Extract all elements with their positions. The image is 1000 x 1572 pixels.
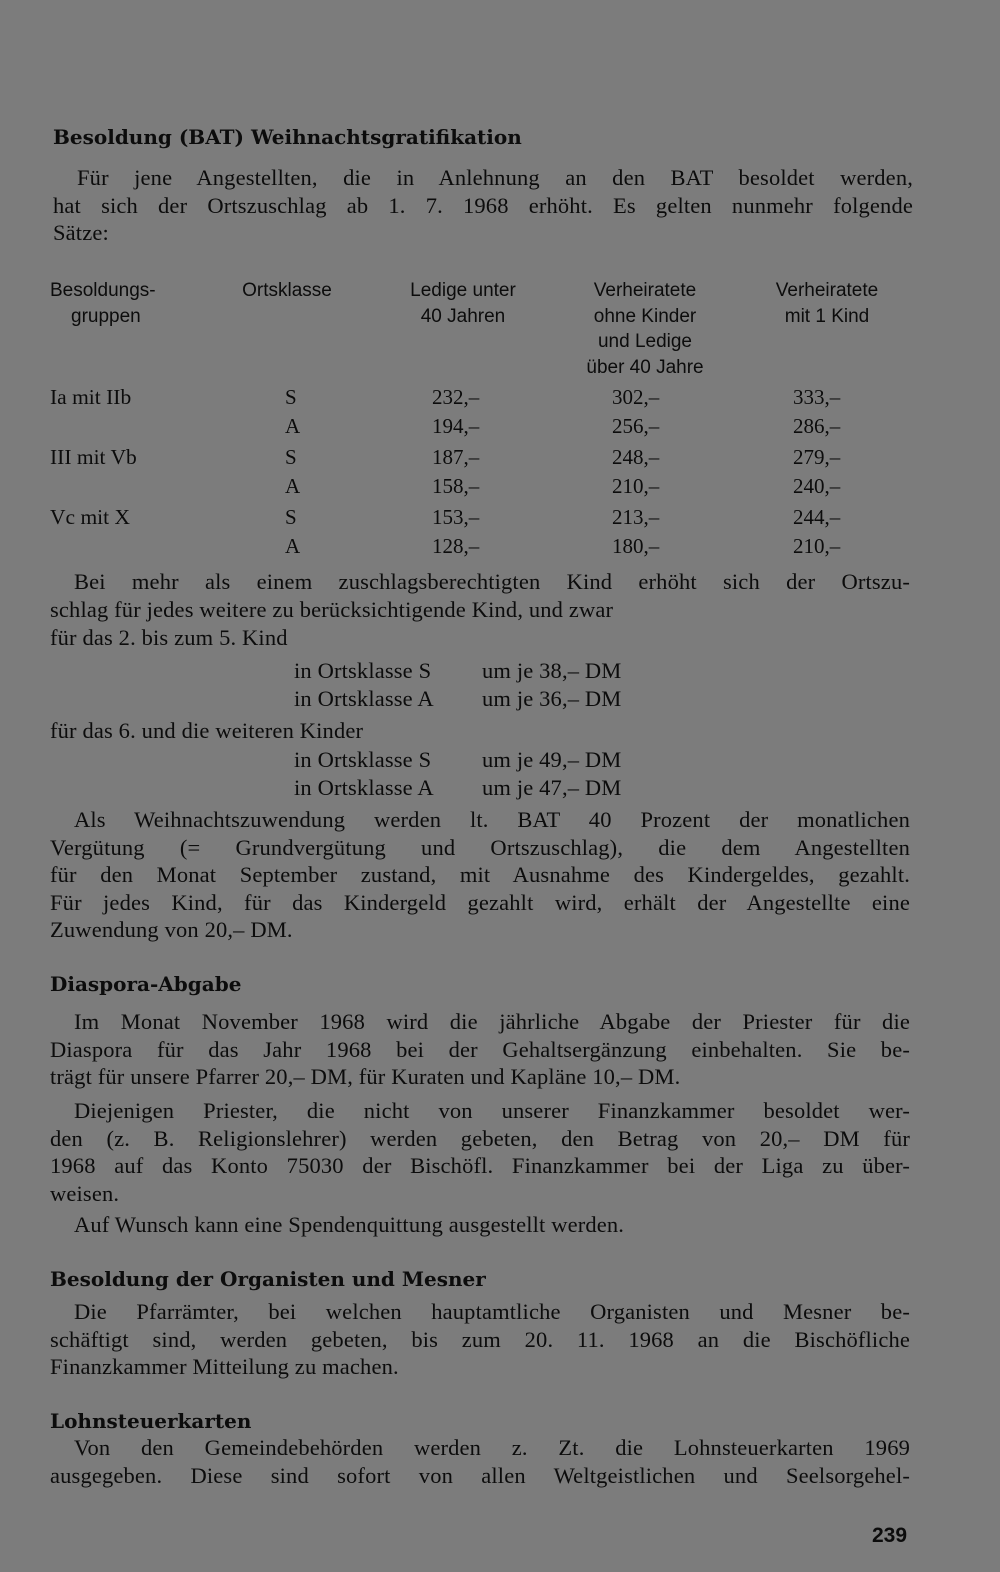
cell-married: 248,– xyxy=(612,445,660,469)
header-line: über 40 Jahre xyxy=(586,356,704,378)
kids-6-line: für das 6. und die weiteren Kinder xyxy=(50,718,364,743)
cell-group: III mit Vb xyxy=(50,445,137,469)
table-header-class xyxy=(222,278,352,304)
tax-paragraph xyxy=(50,1434,910,1489)
diaspora-paragraph-1 xyxy=(50,1008,910,1091)
table-row xyxy=(50,385,910,414)
text-line: Von den Gemeindebehörden werden z. Zt. die Lohnsteuerkarten 1969 xyxy=(74,1435,910,1460)
cell-class: A xyxy=(285,474,301,498)
kids-2-5-a-value: um je 36,– DM xyxy=(482,686,622,711)
header-line: Ledige unter xyxy=(410,280,516,301)
cell-class: S xyxy=(285,445,297,469)
diaspora-paragraph-2 xyxy=(50,1097,910,1207)
bat-intro-paragraph xyxy=(53,164,913,247)
cell-child: 240,– xyxy=(793,474,841,498)
cell-class: A xyxy=(285,534,301,558)
salary-table-body xyxy=(50,385,910,563)
cell-class: S xyxy=(285,385,297,409)
kids-2-5-s-value: um je 38,– DM xyxy=(482,658,622,683)
text-line: schlag für jedes weitere zu berücksichtigende Kind, und zwar xyxy=(50,596,614,622)
table-row xyxy=(50,474,910,505)
text-line: Vergütung (= Grundvergütung und Ortszuschlag), die dem Angestellten xyxy=(50,834,910,860)
cell-class: A xyxy=(285,414,301,438)
section-heading-bat: Besoldung (BAT) Weihnachtsgratifikation xyxy=(53,125,522,149)
christmas-paragraph xyxy=(50,806,910,944)
kids-2-5-s-label: in Ortsklasse S xyxy=(294,658,432,683)
text-line: Die Pfarrämter, bei welchen hauptamtliche Organisten und Mesner be- xyxy=(74,1299,910,1324)
text-line: Zuwendung von 20,– DM. xyxy=(50,917,293,942)
table-row xyxy=(50,534,910,563)
cell-child: 279,– xyxy=(793,445,841,469)
header-line: und Ledige xyxy=(597,331,693,352)
text-line: 1968 auf das Konto 75030 der Bischöfl. Finanzkammer bei der Liga zu über- xyxy=(50,1153,910,1178)
cell-married: 256,– xyxy=(612,414,660,438)
more-children-paragraph xyxy=(50,568,910,623)
cell-single: 128,– xyxy=(432,534,480,558)
cell-single: 187,– xyxy=(432,445,480,469)
header-line: Verheiratete xyxy=(593,280,697,301)
text-line: Finanzkammer Mitteilung zu machen. xyxy=(50,1354,399,1379)
header-line: 40 Jahren xyxy=(420,305,506,327)
cell-single: 158,– xyxy=(432,474,480,498)
kids-6-s-value: um je 49,– DM xyxy=(482,747,622,772)
cell-single: 153,– xyxy=(432,505,480,529)
text-line: Für jene Angestellten, die in Anlehnung an den BAT besoldet werden, xyxy=(77,165,913,190)
header-line: Besoldungs- xyxy=(50,280,156,301)
table-row xyxy=(50,414,910,445)
section-heading-organists: Besoldung der Organisten und Mesner xyxy=(50,1267,486,1291)
cell-child: 286,– xyxy=(793,414,841,438)
text-line: Für jedes Kind, für das Kindergeld gezahlt wird, erhält der Angestellte eine xyxy=(50,889,910,915)
text-line: Bei mehr als einem zuschlagsberechtigten Kind erhöht sich der Ortszu- xyxy=(74,569,910,594)
table-row xyxy=(50,445,910,474)
cell-child: 333,– xyxy=(793,385,841,409)
section-heading-diaspora: Diaspora-Abgabe xyxy=(50,972,242,996)
cell-married: 302,– xyxy=(612,385,660,409)
kids-6-s-label: in Ortsklasse S xyxy=(294,747,432,772)
header-line: mit 1 Kind xyxy=(784,305,870,327)
text-line: trägt für unsere Pfarrer 20,– DM, für Kuraten und Kapläne 10,– DM. xyxy=(50,1064,681,1089)
header-line: gruppen xyxy=(71,305,141,327)
table-row xyxy=(50,505,910,534)
kids-2-5-a-label: in Ortsklasse A xyxy=(294,686,434,711)
header-line: ohne Kinder xyxy=(593,305,697,327)
header-line: Ortsklasse xyxy=(242,280,332,301)
table-header-child xyxy=(752,278,902,329)
text-line: Diejenigen Priester, die nicht von unserer Finanzkammer besoldet wer- xyxy=(74,1098,910,1123)
text-line: Diaspora für das Jahr 1968 bei der Gehaltsergänzung einbehalten. Sie be- xyxy=(50,1036,910,1062)
cell-single: 232,– xyxy=(432,385,480,409)
cell-married: 180,– xyxy=(612,534,660,558)
kids-2-5-line: für das 2. bis zum 5. Kind xyxy=(50,625,288,650)
text-line: Als Weihnachtszuwendung werden lt. BAT 40 Prozent der monatlichen xyxy=(74,807,910,832)
page-number: 239 xyxy=(872,1524,908,1547)
text-line: Im Monat November 1968 wird die jährliche Abgabe der Priester für die xyxy=(74,1009,910,1034)
text-line: Sätze: xyxy=(53,220,109,245)
text-line: weisen. xyxy=(50,1180,120,1206)
kids-6-a-value: um je 47,– DM xyxy=(482,775,622,800)
text-line: hat sich der Ortszuschlag ab 1. 7. 1968 erhöht. Es gelten nunmehr folgende xyxy=(53,192,913,218)
header-line: Verheiratete xyxy=(775,280,879,301)
cell-group: Vc mit X xyxy=(50,505,131,529)
table-header-married xyxy=(565,278,725,380)
table-header-group xyxy=(50,278,172,329)
cell-group: Ia mit IIb xyxy=(50,385,132,409)
cell-class: S xyxy=(285,505,297,529)
cell-child: 244,– xyxy=(793,505,841,529)
text-line: für den Monat September zustand, mit Ausnahme des Kindergeldes, gezahlt. xyxy=(50,862,910,887)
cell-married: 213,– xyxy=(612,505,660,529)
text-line: schäftigt sind, werden gebeten, bis zum 20. 11. 1968 an die Bischöfliche xyxy=(50,1326,910,1352)
cell-single: 194,– xyxy=(432,414,480,438)
cell-child: 210,– xyxy=(793,534,841,558)
text-line: ausgegeben. Diese sind sofort von allen Weltgeistlichen und Seelsorgehel- xyxy=(50,1462,910,1488)
section-heading-tax: Lohnsteuerkarten xyxy=(50,1409,252,1433)
organists-paragraph xyxy=(50,1298,910,1381)
text-line: den (z. B. Religionslehrer) werden gebeten, den Betrag von 20,– DM für xyxy=(50,1125,910,1151)
table-header-single xyxy=(388,278,538,329)
kids-6-a-label: in Ortsklasse A xyxy=(294,775,434,800)
diaspora-paragraph-3: Auf Wunsch kann eine Spendenquittung ausgestellt werden. xyxy=(74,1212,625,1237)
cell-married: 210,– xyxy=(612,474,660,498)
